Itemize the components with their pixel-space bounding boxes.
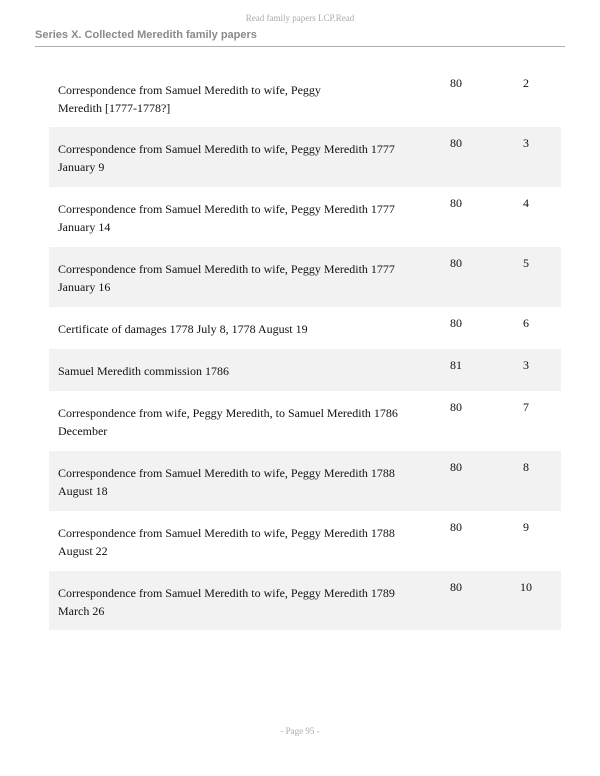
series-title: Series X. Collected Meredith family papers (35, 29, 257, 41)
item-folder: 8 (523, 460, 529, 474)
item-folder: 5 (523, 256, 529, 270)
item-folder: 6 (523, 316, 529, 330)
list-item (49, 391, 561, 451)
item-folder: 3 (523, 358, 529, 372)
item-box: 80 (450, 76, 462, 90)
item-folder: 4 (523, 196, 529, 210)
page-number: - Page 95 - (280, 726, 320, 736)
item-description: Correspondence from Samuel Meredith to wife, Peggy Meredith 1788 August 22 (58, 526, 395, 558)
item-folder: 10 (520, 580, 532, 594)
running-header: Read family papers LCP.Read (245, 13, 355, 23)
item-list (49, 67, 561, 630)
item-box: 80 (450, 316, 462, 330)
list-item (49, 451, 561, 511)
item-folder: 9 (523, 520, 529, 534)
header-divider (35, 46, 565, 47)
item-description: Correspondence from Samuel Meredith to wife, Peggy Meredith [1777-1778?] (58, 83, 321, 115)
list-item (49, 349, 561, 391)
item-box: 80 (450, 136, 462, 150)
list-item (49, 127, 561, 187)
item-box: 80 (450, 400, 462, 414)
item-folder: 2 (523, 76, 529, 90)
item-description: Correspondence from Samuel Meredith to wife, Peggy Meredith 1777 January 9 (58, 142, 395, 174)
item-description: Correspondence from Samuel Meredith to wife, Peggy Meredith 1777 January 14 (58, 202, 395, 234)
list-item (49, 511, 561, 571)
list-item (49, 187, 561, 247)
item-description: Samuel Meredith commission 1786 (58, 364, 229, 378)
list-item (49, 571, 561, 630)
item-box: 80 (450, 520, 462, 534)
item-box: 81 (450, 358, 462, 372)
list-item (49, 67, 561, 127)
list-item (49, 247, 561, 307)
item-box: 80 (450, 580, 462, 594)
item-folder: 3 (523, 136, 529, 150)
item-description: Certificate of damages 1778 July 8, 1778 August 19 (58, 322, 308, 336)
list-item (49, 307, 561, 349)
item-description: Correspondence from Samuel Meredith to wife, Peggy Meredith 1789 March 26 (58, 586, 395, 618)
item-folder: 7 (523, 400, 529, 414)
item-box: 80 (450, 196, 462, 210)
item-description: Correspondence from Samuel Meredith to wife, Peggy Meredith 1788 August 18 (58, 466, 395, 498)
item-description: Correspondence from wife, Peggy Meredith, to Samuel Meredith 1786 December (58, 406, 398, 438)
item-description: Correspondence from Samuel Meredith to wife, Peggy Meredith 1777 January 16 (58, 262, 395, 294)
item-box: 80 (450, 256, 462, 270)
item-box: 80 (450, 460, 462, 474)
